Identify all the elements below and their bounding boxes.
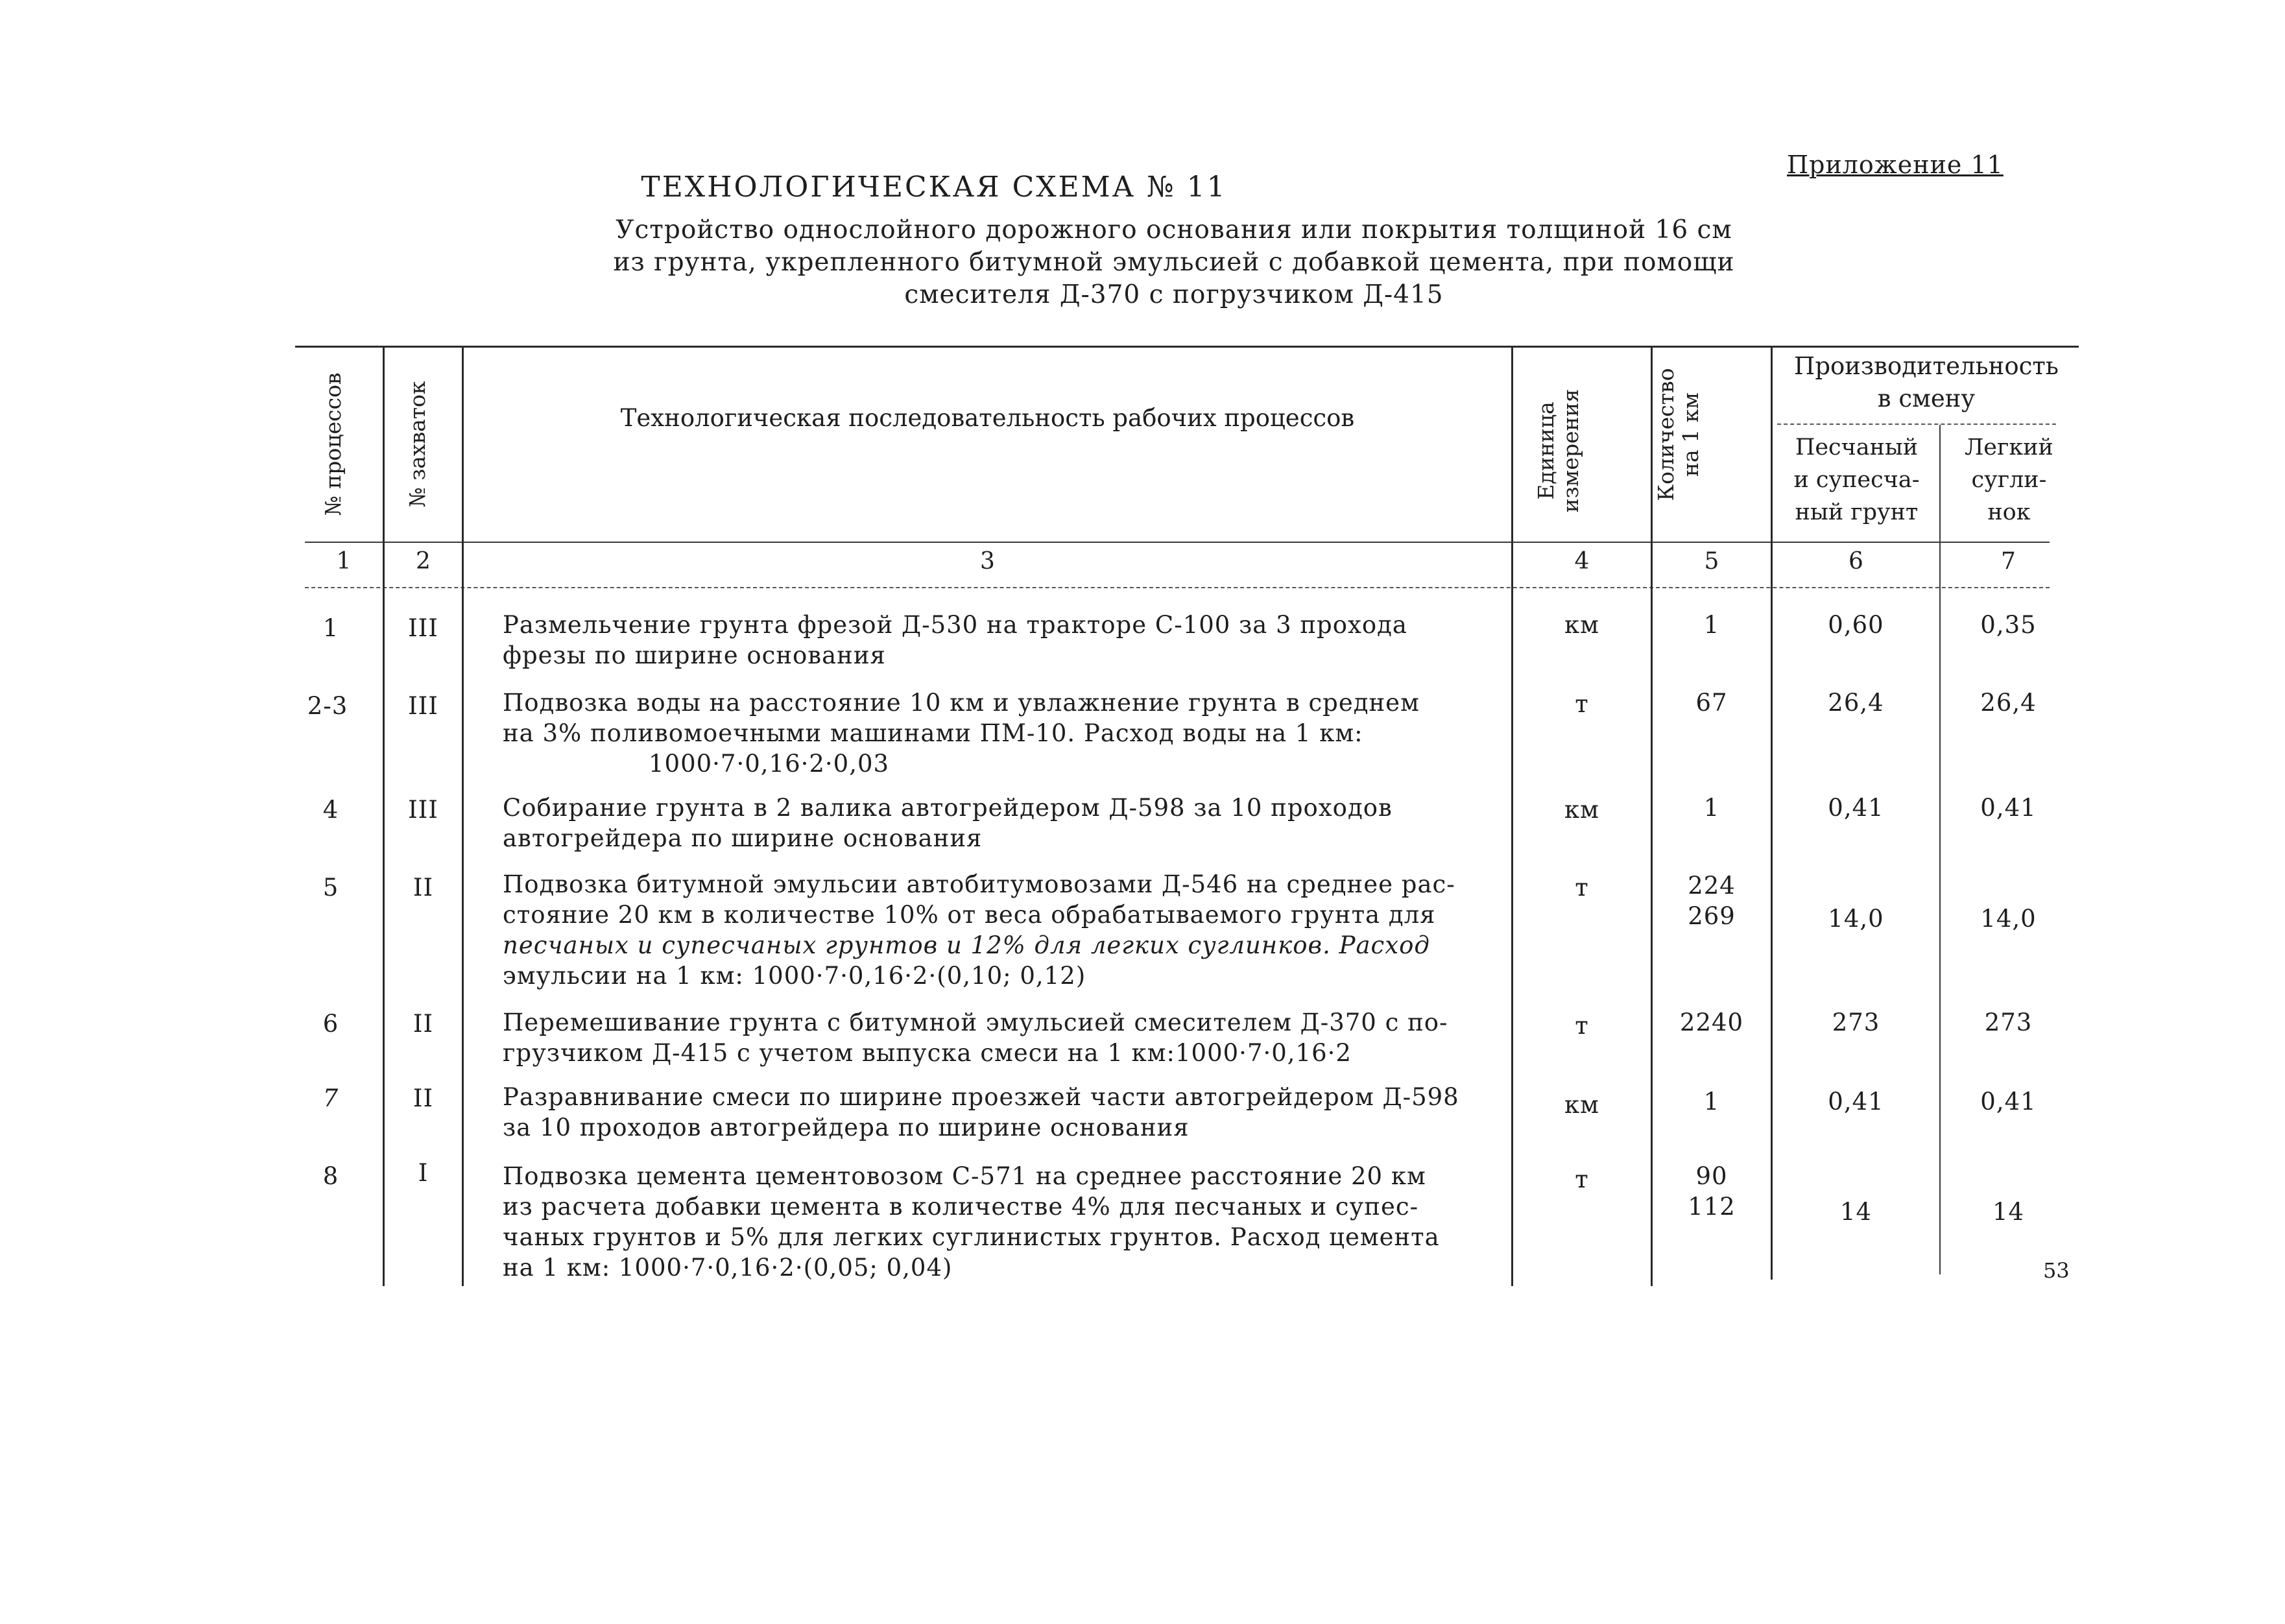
header-process-no: № процессов	[320, 372, 346, 516]
document-title: ТЕХНОЛОГИЧЕСКАЯ СХЕМА № 11	[641, 171, 1227, 204]
row-description-line: Подвозка цемента цементовозом С-571 на среднее расстояние 20 км	[503, 1162, 1426, 1190]
row-quantity: 1	[1703, 611, 1720, 639]
row-description-line: чаных грунтов и 5% для легких суглинистых грунтов. Расход цемента	[503, 1223, 1440, 1251]
row-unit: т	[1575, 1165, 1589, 1193]
row-process-no: 2-3	[307, 692, 348, 720]
row-quantity-line: 269	[1688, 902, 1736, 930]
row-loam-value: 0,35	[1980, 611, 2037, 639]
row-unit: км	[1564, 611, 1599, 639]
row-unit: т	[1575, 1012, 1589, 1040]
header-unit	[1534, 353, 1586, 548]
row-description-line: Перемешивание грунта с битумной эмульсией смесителем Д-370 с по-	[503, 1009, 1448, 1036]
row-quantity	[1653, 1161, 1771, 1222]
row-unit: т	[1575, 690, 1589, 718]
header-bottom-rule	[305, 542, 2050, 543]
header-sand-line3: ный грунт	[1795, 499, 1919, 525]
header-productivity	[1774, 350, 2079, 415]
col-number: 4	[1574, 548, 1590, 575]
row-description-line: 1000·7·0,16·2·0,03	[649, 750, 890, 778]
row-unit: км	[1564, 1091, 1599, 1119]
row-sand-value: 0,41	[1828, 794, 1884, 822]
row-capture: I	[418, 1159, 429, 1187]
header-unit-line1: Единица	[1533, 401, 1559, 500]
row-description	[503, 1007, 1501, 1068]
row-description-line: Разравнивание смеси по ширине проезжей части автогрейдером Д-598	[503, 1083, 1459, 1111]
row-quantity: 1	[1703, 794, 1720, 822]
col-number: 7	[2001, 548, 2016, 575]
row-description	[503, 793, 1501, 854]
row-description	[503, 869, 1501, 991]
col-divider-2	[462, 346, 464, 1286]
row-description-line: фрезы по ширине основания	[503, 641, 886, 669]
row-process-no: 7	[322, 1084, 339, 1112]
row-loam-value: 14,0	[1980, 905, 2037, 933]
page-number: 53	[2043, 1258, 2070, 1283]
header-capture-no: № захваток	[405, 381, 430, 508]
document-subtitle	[571, 214, 1777, 311]
row-sand-value: 26,4	[1828, 689, 1884, 717]
row-quantity: 1	[1703, 1088, 1720, 1116]
row-sand-value: 14,0	[1828, 905, 1884, 933]
header-productivity-line1: Производительность	[1794, 352, 2059, 380]
row-loam-value: 273	[1984, 1009, 2033, 1036]
table-top-rule-right	[1771, 346, 2079, 348]
row-sand-value: 273	[1832, 1009, 1880, 1036]
row-loam-value: 26,4	[1980, 689, 2037, 717]
row-loam-value: 0,41	[1980, 794, 2037, 822]
col-numbers-rule	[305, 587, 2050, 588]
row-description-line: эмульсии на 1 км: 1000·7·0,16·2·(0,10; 0,12)	[503, 962, 1086, 990]
row-description	[503, 1161, 1501, 1283]
header-qty-line2: на 1 км	[1678, 392, 1703, 477]
row-quantity: 2240	[1679, 1009, 1744, 1036]
header-sand-line1: Песчаный	[1795, 435, 1919, 460]
col-number: 2	[416, 548, 431, 575]
header-sequence: Технологическая последовательность рабочих процессов	[620, 404, 1355, 432]
col-divider-6	[1939, 425, 1941, 1274]
row-process-no: 1	[322, 614, 339, 642]
col-number: 6	[1848, 548, 1863, 575]
header-unit-line2: измерения	[1558, 388, 1583, 513]
row-loam-value: 0,41	[1980, 1088, 2037, 1116]
row-description-line: Подвозка битумной эмульсии автобитумовозами Д-546 на среднее рас-	[503, 870, 1455, 898]
row-description	[503, 687, 1501, 779]
row-capture: III	[408, 796, 438, 824]
col-number: 1	[336, 548, 352, 575]
row-process-no: 8	[322, 1162, 339, 1190]
row-sand-value: 0,60	[1828, 611, 1884, 639]
row-quantity-line: 90	[1695, 1162, 1728, 1190]
col-number: 3	[980, 548, 995, 575]
subtitle-line: смесителя Д-370 с погрузчиком Д-415	[904, 280, 1444, 309]
subtitle-line: Устройство однослойного дорожного основания или покрытия толщиной 16 см	[616, 215, 1732, 245]
header-productivity-line2: в смену	[1877, 385, 1976, 412]
row-description-line: из расчета добавки цемента в количестве 4% для песчаных и супес-	[503, 1193, 1419, 1221]
header-loam-line3: нок	[1987, 499, 2031, 525]
row-capture: III	[408, 692, 438, 720]
row-loam-value: 14	[1992, 1198, 2025, 1226]
row-capture: II	[413, 1010, 434, 1038]
appendix-label: Приложение 11	[1787, 150, 2004, 179]
row-capture: II	[413, 1084, 434, 1112]
row-sand-value: 14	[1839, 1198, 1872, 1226]
col-number: 5	[1704, 548, 1719, 575]
row-description-line: автогрейдера по ширине основания	[503, 824, 983, 852]
row-description-line: на 3% поливомоечными машинами ПМ-10. Расход воды на 1 км:	[503, 719, 1363, 747]
row-capture: II	[413, 874, 434, 902]
subtitle-line: из грунта, укрепленного битумной эмульсией с добавкой цемента, при помощи	[613, 248, 1735, 277]
header-quantity	[1654, 328, 1706, 542]
header-loam-line1: Легкий	[1965, 435, 2053, 460]
header-loam-line2: сугли-	[1971, 467, 2047, 493]
header-qty-line1: Количество	[1653, 368, 1679, 501]
row-description-line: грузчиком Д-415 с учетом выпуска смеси на 1 км:1000·7·0,16·2	[503, 1039, 1352, 1067]
row-quantity-line: 112	[1688, 1193, 1736, 1221]
row-description-line: Размельчение грунта фрезой Д-530 на тракторе С-100 за 3 прохода	[503, 611, 1407, 639]
row-process-no: 4	[322, 796, 339, 824]
header-sand	[1774, 431, 1939, 529]
row-quantity-line: 224	[1688, 872, 1736, 900]
row-quantity	[1653, 870, 1771, 931]
row-process-no: 5	[322, 874, 339, 902]
row-description	[503, 610, 1501, 671]
header-sand-line2: и супесча-	[1793, 467, 1920, 493]
row-process-no: 6	[322, 1010, 339, 1038]
row-quantity: 67	[1695, 689, 1728, 717]
row-description-line: Подвозка воды на расстояние 10 км и увлажнение грунта в среднем	[503, 689, 1420, 717]
row-description-line: Собирание грунта в 2 валика автогрейдером Д-598 за 10 проходов	[503, 794, 1393, 822]
row-description-line: за 10 проходов автогрейдера по ширине основания	[503, 1114, 1190, 1141]
row-description-line: на 1 км: 1000·7·0,16·2·(0,05; 0,04)	[503, 1254, 953, 1282]
productivity-divider	[1777, 424, 2056, 425]
row-description-line: стояние 20 км в количестве 10% от веса обрабатываемого грунта для	[503, 901, 1436, 929]
header-loam	[1943, 431, 2076, 529]
row-description-line: песчаных и супесчаных грунтов и 12% для легких суглинков. Расход	[503, 931, 1430, 959]
row-sand-value: 0,41	[1828, 1088, 1884, 1116]
row-unit: км	[1564, 796, 1599, 824]
row-capture: III	[408, 614, 438, 642]
row-description	[503, 1082, 1501, 1143]
row-unit: т	[1575, 874, 1589, 902]
